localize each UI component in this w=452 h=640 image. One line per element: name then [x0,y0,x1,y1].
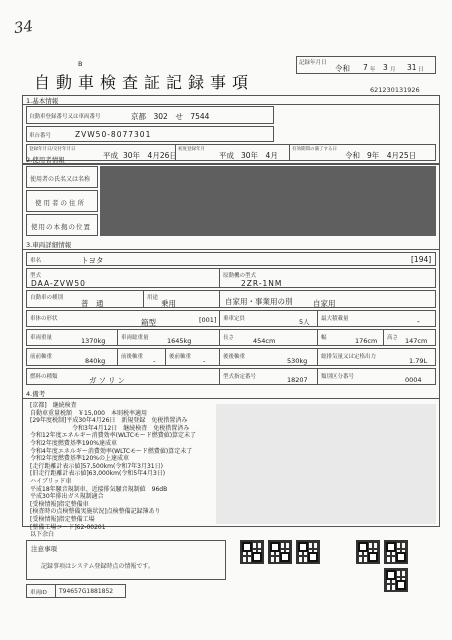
reg-number-label: 自動車登録番号又は車両番号 [29,114,101,120]
qr-code-1 [240,540,264,564]
reg-number-value: 京都 302 せ 7544 [131,112,210,121]
document-title: 自動車検査証記録事項 [34,73,255,92]
first-reg-value: 30年 4月26日 [123,151,177,160]
height-label: 高さ [387,335,399,341]
remark-line: [29年度税制]平成30年4月26日 新規登録 免税措置済み [30,417,188,425]
capacity-value: 5人 [299,318,310,326]
section-remarks-title: 4.備考 [26,390,46,398]
max-load-label: 最大積載量 [321,316,349,322]
engine-value: 2ZR-1NM [241,279,283,288]
record-date-box: 記録年月日 令和 7 年 3 月 31 日 [296,56,436,74]
section-user-title: 2.使用者情報 [26,156,65,164]
record-id-value: T94657G1881852 [59,588,114,595]
use-label: 用途 [147,295,159,301]
category-label: 類別区分番号 [321,374,355,380]
user-info-redaction [100,166,436,236]
remark-line: [受検情報]指定整備車 [30,500,89,508]
remark-line: 令和12年度エネルギー消費効率(WLTCモード燃費値)算定未了 [30,432,197,440]
remark-line: 自動車重量税額 ￥15,000 本則税率適用 [30,409,147,417]
qr-code-6 [384,568,408,592]
fuel-row [26,368,436,385]
displacement-label: 総排気量又は定格出力 [321,354,377,360]
remark-line: 以下余白 [30,531,55,539]
weight-label: 車両重量 [30,335,53,341]
user-name-label: 使用者の氏名又は名称 [30,176,91,183]
user-name-label-cell [26,166,98,188]
body-row [26,310,436,327]
type-label: 自動車の種別 [30,295,64,301]
remarks-shaded-area [216,404,436,524]
first-reg-era: 平成 [103,151,118,160]
private-value: 自家用 [313,299,336,308]
body-label: 車体の形状 [30,316,58,322]
rear-front-value: - [203,357,206,365]
remark-line: ハイブリッド車 [30,477,72,485]
fuel-label: 燃料の種類 [30,374,58,380]
form-letter: B [78,60,83,68]
model-row [26,268,436,288]
first-reg-label: 登録年月日/交付年月日 [29,147,76,152]
user-base-label-cell [26,214,98,236]
remark-line: [旧走行距離計表示値]63,000km(令和5年4月3日) [30,470,166,478]
model-label: 型式 [30,273,42,279]
maker-value: トヨタ [81,256,104,265]
qr-code-3 [296,540,320,564]
width-value: 176cm [355,337,378,345]
user-address-label-cell [26,190,98,212]
category-value: 0004 [405,376,422,384]
record-date-day: 31 [407,63,417,72]
remark-line: 令和4年度エネルギー消費効率(WLTCモード燃費値)算定未了 [30,447,193,455]
first-year-label: 初度登録年月 [178,147,205,152]
user-base-label: 使用の本拠の位置 [31,223,91,231]
qr-code-2 [268,540,292,564]
first-year-era: 平成 [219,151,234,160]
remark-line: [京都] 継続検査 [30,402,77,409]
private-label: 自家用・事業用の別 [225,297,293,306]
width-label: 幅 [321,335,327,341]
gross-label: 車両総重量 [121,335,149,341]
remarks-list [30,402,196,539]
expiry-era: 令和 [345,151,360,160]
dates-row [26,144,436,161]
record-date-era: 令和 [335,64,350,73]
engine-label: 原動機の型式 [223,273,257,279]
expiry-value: 9年 4月25日 [367,151,417,160]
remark-line: [検査時の点検整備実施状況]点検整備記録簿あり [30,508,161,516]
remark-line: 平成18年騒音規制車、近接排気騒音規制値 96dB [30,485,168,493]
section-basic-title: 1.基本情報 [26,97,59,105]
notice-box [26,540,226,580]
type-value: 普 通 [81,299,104,308]
expiry-label: 有効期間の満了する日 [292,147,337,152]
qr-code-5 [384,540,408,564]
weight-row [26,329,436,346]
gross-value: 1645kg [167,337,192,345]
front-axle-value: 840kg [85,357,106,365]
document-number: 621230131926 [370,86,420,94]
length-value: 454cm [253,337,276,345]
front-rear-label: 前後軸重 [121,354,144,360]
rear-axle-label: 後後軸重 [223,354,246,360]
record-date-label: 記録年月日 [299,60,327,66]
remark-line: [走行距離計表示値]57,500km(令和7年3月31日) [30,462,163,470]
record-date-year: 7 [363,63,368,72]
user-address-label: 使用者の住所 [35,199,86,207]
body-value: 箱型 [141,318,156,327]
remark-line: 令和3年4月12日 継続検査 免税措置済み [30,424,190,432]
type-row [26,290,436,308]
displacement-value: 1.79L [409,357,428,365]
chassis-value: ZVW50-8077301 [75,130,152,139]
remark-line: [受検情報]指定整備工場 [30,515,95,523]
first-year-value: 30年 4月 [241,151,278,160]
reg-number-field [26,106,274,124]
remark-line: 令和2年度燃費基準120%の上達成車 [30,455,129,463]
remark-line: [整備工場コード]62-00201 [30,523,106,531]
axle-row [26,348,436,366]
remark-line: 平成30年排出ガス規制適合 [30,493,104,501]
maker-label: 車名 [30,258,42,264]
model-designation-value: 18207 [287,376,308,384]
remark-line: 令和2年度燃費基準190%達成車 [30,439,117,447]
section-vehicle-title: 3.車両詳細情報 [26,241,72,249]
model-designation-label: 型式指定番号 [223,374,257,380]
maker-code: [194] [411,255,432,264]
use-value: 乗用 [161,299,176,308]
max-load-value: - [417,317,420,326]
front-rear-value: - [153,357,156,365]
chassis-label: 車台番号 [29,133,52,139]
record-id-label: 車両ID [30,590,47,596]
record-date-month: 3 [383,63,388,72]
rear-front-label: 後前軸重 [169,354,192,360]
notice-text: 記録事項はシステム登録時点の情報です。 [41,563,154,570]
rear-axle-value: 530kg [287,357,308,365]
capacity-label: 乗車定員 [223,316,246,322]
height-value: 147cm [405,337,428,345]
front-axle-label: 前前軸重 [30,354,53,360]
maker-row [26,252,436,266]
weight-value: 1370kg [81,337,106,345]
notice-label: 注意事項 [31,545,57,553]
model-value: DAA-ZVW50 [31,279,86,288]
handwritten-mark: 34 [12,16,35,38]
body-code: [001] [199,316,217,324]
chassis-field [26,126,274,142]
qr-code-4 [356,540,380,564]
record-id-box [26,584,126,598]
length-label: 長さ [223,335,235,341]
fuel-value: ガソリン [89,376,127,385]
